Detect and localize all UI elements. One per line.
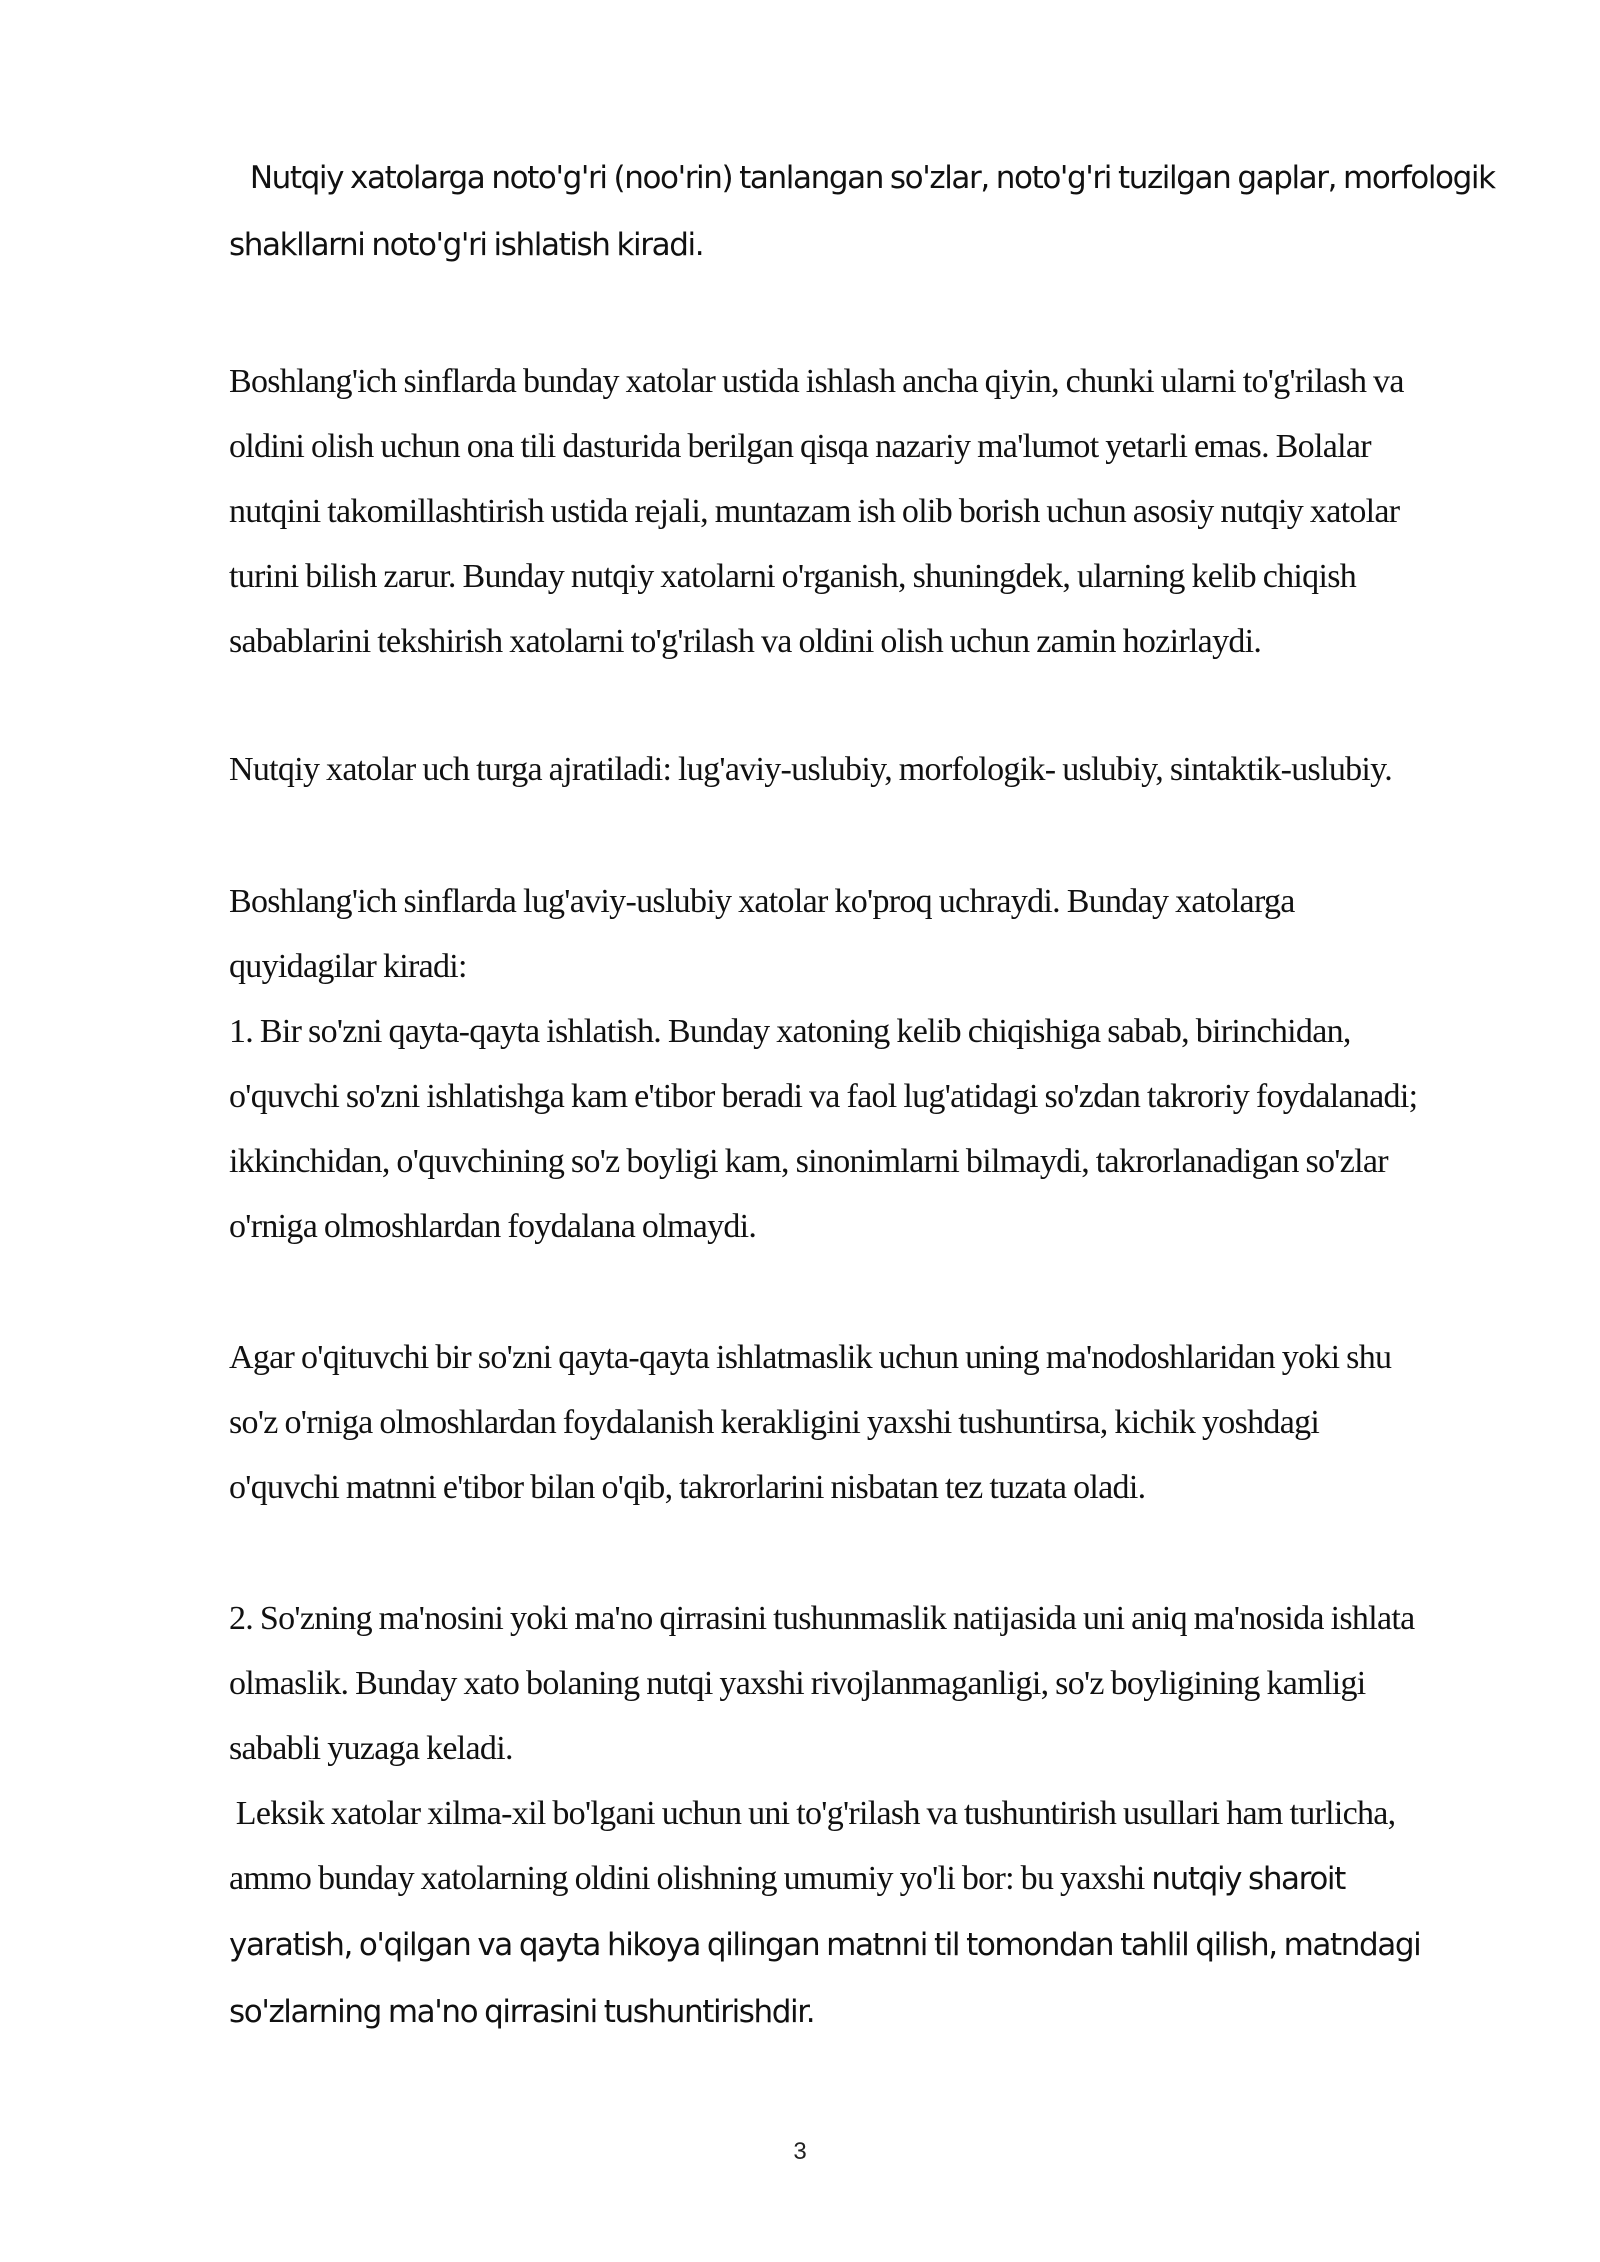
paragraph-lugaviy-uslubiy [229,869,1489,1259]
text-line: o'quvchi matnni e'tibor bilan o'qib, takrorlarini nisbatan tez tuzata oladi. [229,1469,1146,1506]
text-segment-sans: nutqiy sharoit [1151,1861,1345,1897]
text-line: sabablarini tekshirish xatolarni to'g'rilash va oldini olish uchun zamin hozirlaydi. [229,623,1262,660]
text-line: Boshlang'ich sinflarda bunday xatolar ustida ishlash ancha qiyin, chunki ularni to'g'rilash va [229,363,1404,400]
text-line: so'zlarning ma'no qirrasini tushuntirishdir. [229,1994,815,2030]
text-line: shakllarni noto'g'ri ishlatish kiradi. [229,227,704,263]
paragraph-sozning-manosi [229,1586,1489,2046]
text-line: turini bilish zarur. Bunday nutqiy xatolarni o'rganish, shuningdek, ularning kelib chiqish [229,558,1357,595]
page-number: 3 [793,2138,807,2165]
text-line: o'quvchi so'zni ishlatishga kam e'tibor beradi va faol lug'atidagi so'zdan takroriy foydalanadi; [229,1078,1418,1115]
text-segment-serif: ammo bunday xatolarning oldini olishning umumiy yo'li bor: bu yaxshi [229,1860,1152,1897]
text-line: sababli yuzaga keladi. [229,1730,513,1767]
text-line: oldini olish uchun ona tili dasturida berilgan qisqa nazariy ma'lumot yetarli emas. Bolalar [229,428,1371,465]
text-line: Boshlang'ich sinflarda lug'aviy-uslubiy xatolar ko'proq uchraydi. Bunday xatolarga [229,883,1295,920]
paragraph-oqituvchi [229,1325,1489,1520]
text-line: so'z o'rniga olmoshlardan foydalanish kerakligini yaxshi tushuntirsa, kichik yoshdagi [229,1404,1320,1441]
list-item-1: 1. Bir so'zni qayta-qayta ishlatish. Bunday xatoning kelib chiqishiga sabab, birinchidan, [229,1013,1351,1050]
text-line: Nutqiy xatolar uch turga ajratiladi: lug'aviy-uslubiy, morfologik- uslubiy, sintaktik-uslubiy. [229,751,1393,788]
text-line: nutqini takomillashtirish ustida rejali, muntazam ish olib borish uchun asosiy nutqiy xatolar [229,493,1400,530]
text-line: Agar o'qituvchi bir so'zni qayta-qayta ishlatmaslik uchun uning ma'nodoshlaridan yoki shu [229,1339,1392,1376]
text-line: olmaslik. Bunday xato bolaning nutqi yaxshi rivojlanmaganligi, so'z boyligining kamligi [229,1665,1366,1702]
paragraph-nutqiy-xatolar-intro [229,145,1495,279]
text-line: Leksik xatolar xilma-xil bo'lgani uchun uni to'g'rilash va tushuntirish usullari ham turlicha, [229,1795,1396,1832]
text-line: Nutqiy xatolarga noto'g'ri (noo'rin) tanlangan so'zlar, noto'g'ri tuzilgan gaplar, morfologik [229,160,1495,196]
text-line: o'rniga olmoshlardan foydalana olmaydi. [229,1208,757,1245]
text-line: ikkinchidan, o'quvchining so'z boyligi kam, sinonimlarni bilmaydi, takrorlanadigan so'zlar [229,1143,1388,1180]
text-line: yaratish, o'qilgan va qayta hikoya qilingan matnni til tomondan tahlil qilish, matndagi [229,1927,1421,1963]
list-item-2: 2. So'zning ma'nosini yoki ma'no qirrasini tushunmaslik natijasida uni aniq ma'nosida ishlata [229,1600,1415,1637]
paragraph-boshlangich-sinflar [229,349,1489,674]
mixed-font-line [229,1846,1489,1912]
paragraph-xatolar-turlari [229,737,1489,802]
text-line: quyidagilar kiradi: [229,948,467,985]
